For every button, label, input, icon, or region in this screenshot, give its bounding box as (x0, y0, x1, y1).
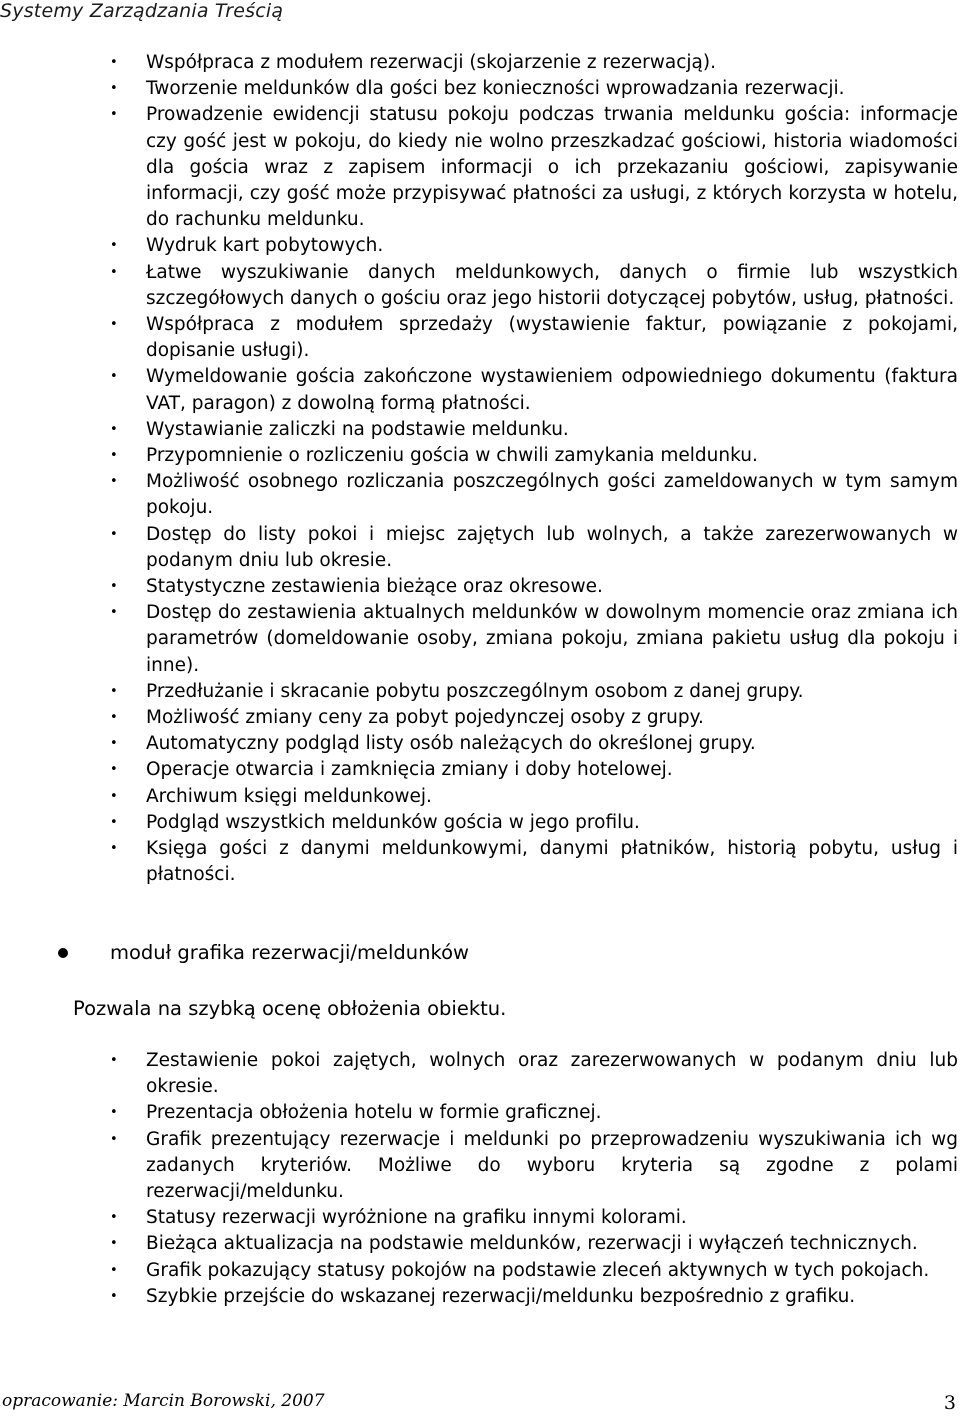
bullet-icon: • (110, 579, 118, 595)
list-item-text: Przypomnienie o rozliczeniu gościa w chwili zamykania meldunku. (146, 445, 758, 467)
list-item-text: Prowadzenie ewidencji statusu pokoju podczas trwania meldunku gościa: informacje czy gość jest w pokoju, do kiedy nie wolno przeszkadzać gościowi, historia wiadomości dla gościa wraz z zapisem informacji o ich przekazaniu gościowi, zapisywanie informacji, czy gość może przypisywać płatności za usługi, z których korzysta w hotelu, do rachunku meldunku. (146, 104, 958, 231)
list-item-text: Możliwość zmiany ceny za pobyt pojedynczej osoby z grupy. (146, 707, 704, 729)
list-item (0, 1231, 960, 1257)
list-item-text: Archiwum księgi meldunkowej. (146, 785, 432, 807)
list-item-text: Przedłużanie i skracanie pobytu poszczególnym osobom z danej grupy. (146, 680, 804, 702)
list-item (0, 705, 960, 731)
list-item (0, 469, 960, 521)
list-item-text: Automatyczny podgląd listy osób należących do określonej grupy. (146, 733, 756, 755)
list-item-text: Łatwe wyszukiwanie danych meldunkowych, danych o firmie lub wszystkich szczegółowych danych o gościu oraz jego historii dotyczącej pobytów, usług, płatności. (146, 261, 958, 309)
list-item (0, 1258, 960, 1284)
bullet-icon: • (110, 369, 118, 385)
list-item (0, 784, 960, 810)
bullet-icon: • (110, 814, 118, 830)
bullet-icon: • (110, 762, 118, 778)
bullet-icon: • (110, 526, 118, 542)
list-item-text: Współpraca z modułem rezerwacji (skojarzenie z rezerwacją). (146, 52, 716, 73)
list-item-text: Grafik pokazujący statusy pokojów na podstawie zleceń aktywnych w tych pokojach. (146, 1259, 930, 1281)
bullet-icon: • (110, 474, 118, 490)
list-item-text: Statusy rezerwacji wyróżnione na grafiku innymi kolorami. (146, 1207, 687, 1229)
list-item-text: Możliwość osobnego rozliczania poszczególnych gości zameldowanych w tym samym pokoju. (146, 471, 958, 519)
bullet-icon: • (110, 107, 118, 123)
bullet-icon: • (110, 1262, 118, 1278)
bullet-icon: • (110, 1236, 118, 1252)
list-item (0, 810, 960, 836)
bullet-icon: • (110, 788, 118, 804)
bullet-icon: • (110, 1105, 118, 1121)
list-item (0, 836, 960, 888)
list-item-text: Tworzenie meldunków dla gości bez konieczności wprowadzania rezerwacji. (146, 78, 845, 100)
bullet-icon: • (110, 1053, 118, 1068)
list-item (0, 522, 960, 574)
module-heading-text: moduł grafika rezerwacji/meldunków (110, 941, 469, 964)
list-item-text: Dostęp do zestawienia aktualnych meldunków w dowolnym momencie oraz zmiana ich parametrów (domeldowanie osoby, zmiana pokoju, zmiana pakietu usług dla pokoju i inne). (146, 602, 958, 676)
list-item (0, 679, 960, 705)
list-item-text: Grafik prezentujący rezerwacje i meldunki po przeprowadzeniu wyszukiwania ich wg zadanych kryteriów. Możliwe do wyboru kryteria są zgodne z polami rezerwacji/meldunku. (146, 1128, 958, 1203)
bullet-icon: • (110, 317, 118, 333)
list-item (0, 102, 960, 233)
bullet-icon: • (110, 448, 118, 464)
list-item (0, 76, 960, 102)
list-item (0, 417, 960, 443)
bullet-icon: • (110, 421, 118, 437)
list-item-text: Wydruk kart pobytowych. (146, 235, 384, 257)
list-item (0, 1100, 960, 1126)
list-item (0, 1205, 960, 1231)
list-item-text: Wystawianie zaliczki na podstawie meldunku. (146, 418, 569, 440)
list-item (0, 364, 960, 416)
module-intro: Pozwala na szybką ocenę obłożenia obiektu. (73, 997, 507, 1020)
footer-author: opracowanie: Marcin Borowski, 2007 (2, 1391, 325, 1411)
bullet-icon: • (110, 683, 118, 699)
list-item (0, 600, 960, 679)
feature-list-section (0, 50, 960, 889)
list-item-text: Szybkie przejście do wskazanej rezerwacji/meldunku bezpośrednio z grafiku. (146, 1285, 856, 1307)
bullet-icon: • (110, 81, 118, 97)
bullet-icon: • (110, 264, 118, 280)
bullet-icon: • (110, 238, 118, 254)
list-item-text: Współpraca z modułem sprzedaży (wystawienie faktur, powiązanie z pokojami, dopisanie usługi). (146, 314, 958, 362)
list-item (0, 1284, 960, 1310)
list-item (0, 574, 960, 600)
bullet-icon: • (110, 1131, 118, 1147)
list-item (0, 731, 960, 757)
list-item (0, 50, 960, 76)
list-item (0, 1048, 960, 1100)
bullet-icon: • (110, 1288, 118, 1304)
feature-list-grafik (0, 1048, 960, 1310)
list-item (0, 443, 960, 469)
feature-list-meldunki (0, 50, 960, 889)
list-item-text: Statystyczne zestawienia bieżące oraz okresowe. (146, 576, 603, 598)
list-item-text: Operacje otwarcia i zamknięcia zmiany i doby hotelowej. (146, 759, 673, 781)
list-item-text: Dostęp do listy pokoi i miejsc zajętych lub wolnych, a także zarezerwowanych w podanym dniu lub okresie. (146, 523, 958, 571)
bullet-icon: • (110, 710, 118, 726)
bullet-icon: • (110, 1210, 118, 1226)
module-heading (58, 940, 469, 966)
feature-list-section-grafik (0, 1048, 960, 1310)
list-item-text: Wymeldowanie gościa zakończone wystawieniem odpowiedniego dokumentu (faktura VAT, paragon) z dowolną formą płatności. (146, 366, 958, 414)
list-item (0, 312, 960, 364)
bullet-icon: • (110, 605, 118, 621)
list-item-text: Prezentacja obłożenia hotelu w formie graficznej. (146, 1102, 602, 1124)
list-item-text: Zestawienie pokoi zajętych, wolnych oraz zarezerwowanych w podanym dniu lub okresie. (146, 1050, 958, 1098)
list-item (0, 233, 960, 259)
bullet-dot-icon (58, 948, 68, 958)
list-item (0, 757, 960, 783)
page-number: 3 (943, 1392, 956, 1414)
list-item (0, 260, 960, 312)
bullet-icon: • (110, 55, 118, 70)
list-item-text: Bieżąca aktualizacja na podstawie meldunków, rezerwacji i wyłączeń technicznych. (146, 1233, 918, 1255)
list-item-text: Księga gości z danymi meldunkowymi, danymi płatników, historią pobytu, usług i płatności. (146, 838, 958, 886)
list-item-text: Podgląd wszystkich meldunków gościa w jego profilu. (146, 811, 640, 833)
bullet-icon: • (110, 841, 118, 857)
list-item (0, 1127, 960, 1206)
page-header-title: Systemy Zarządzania Treścią (0, 0, 284, 22)
bullet-icon: • (110, 736, 118, 752)
